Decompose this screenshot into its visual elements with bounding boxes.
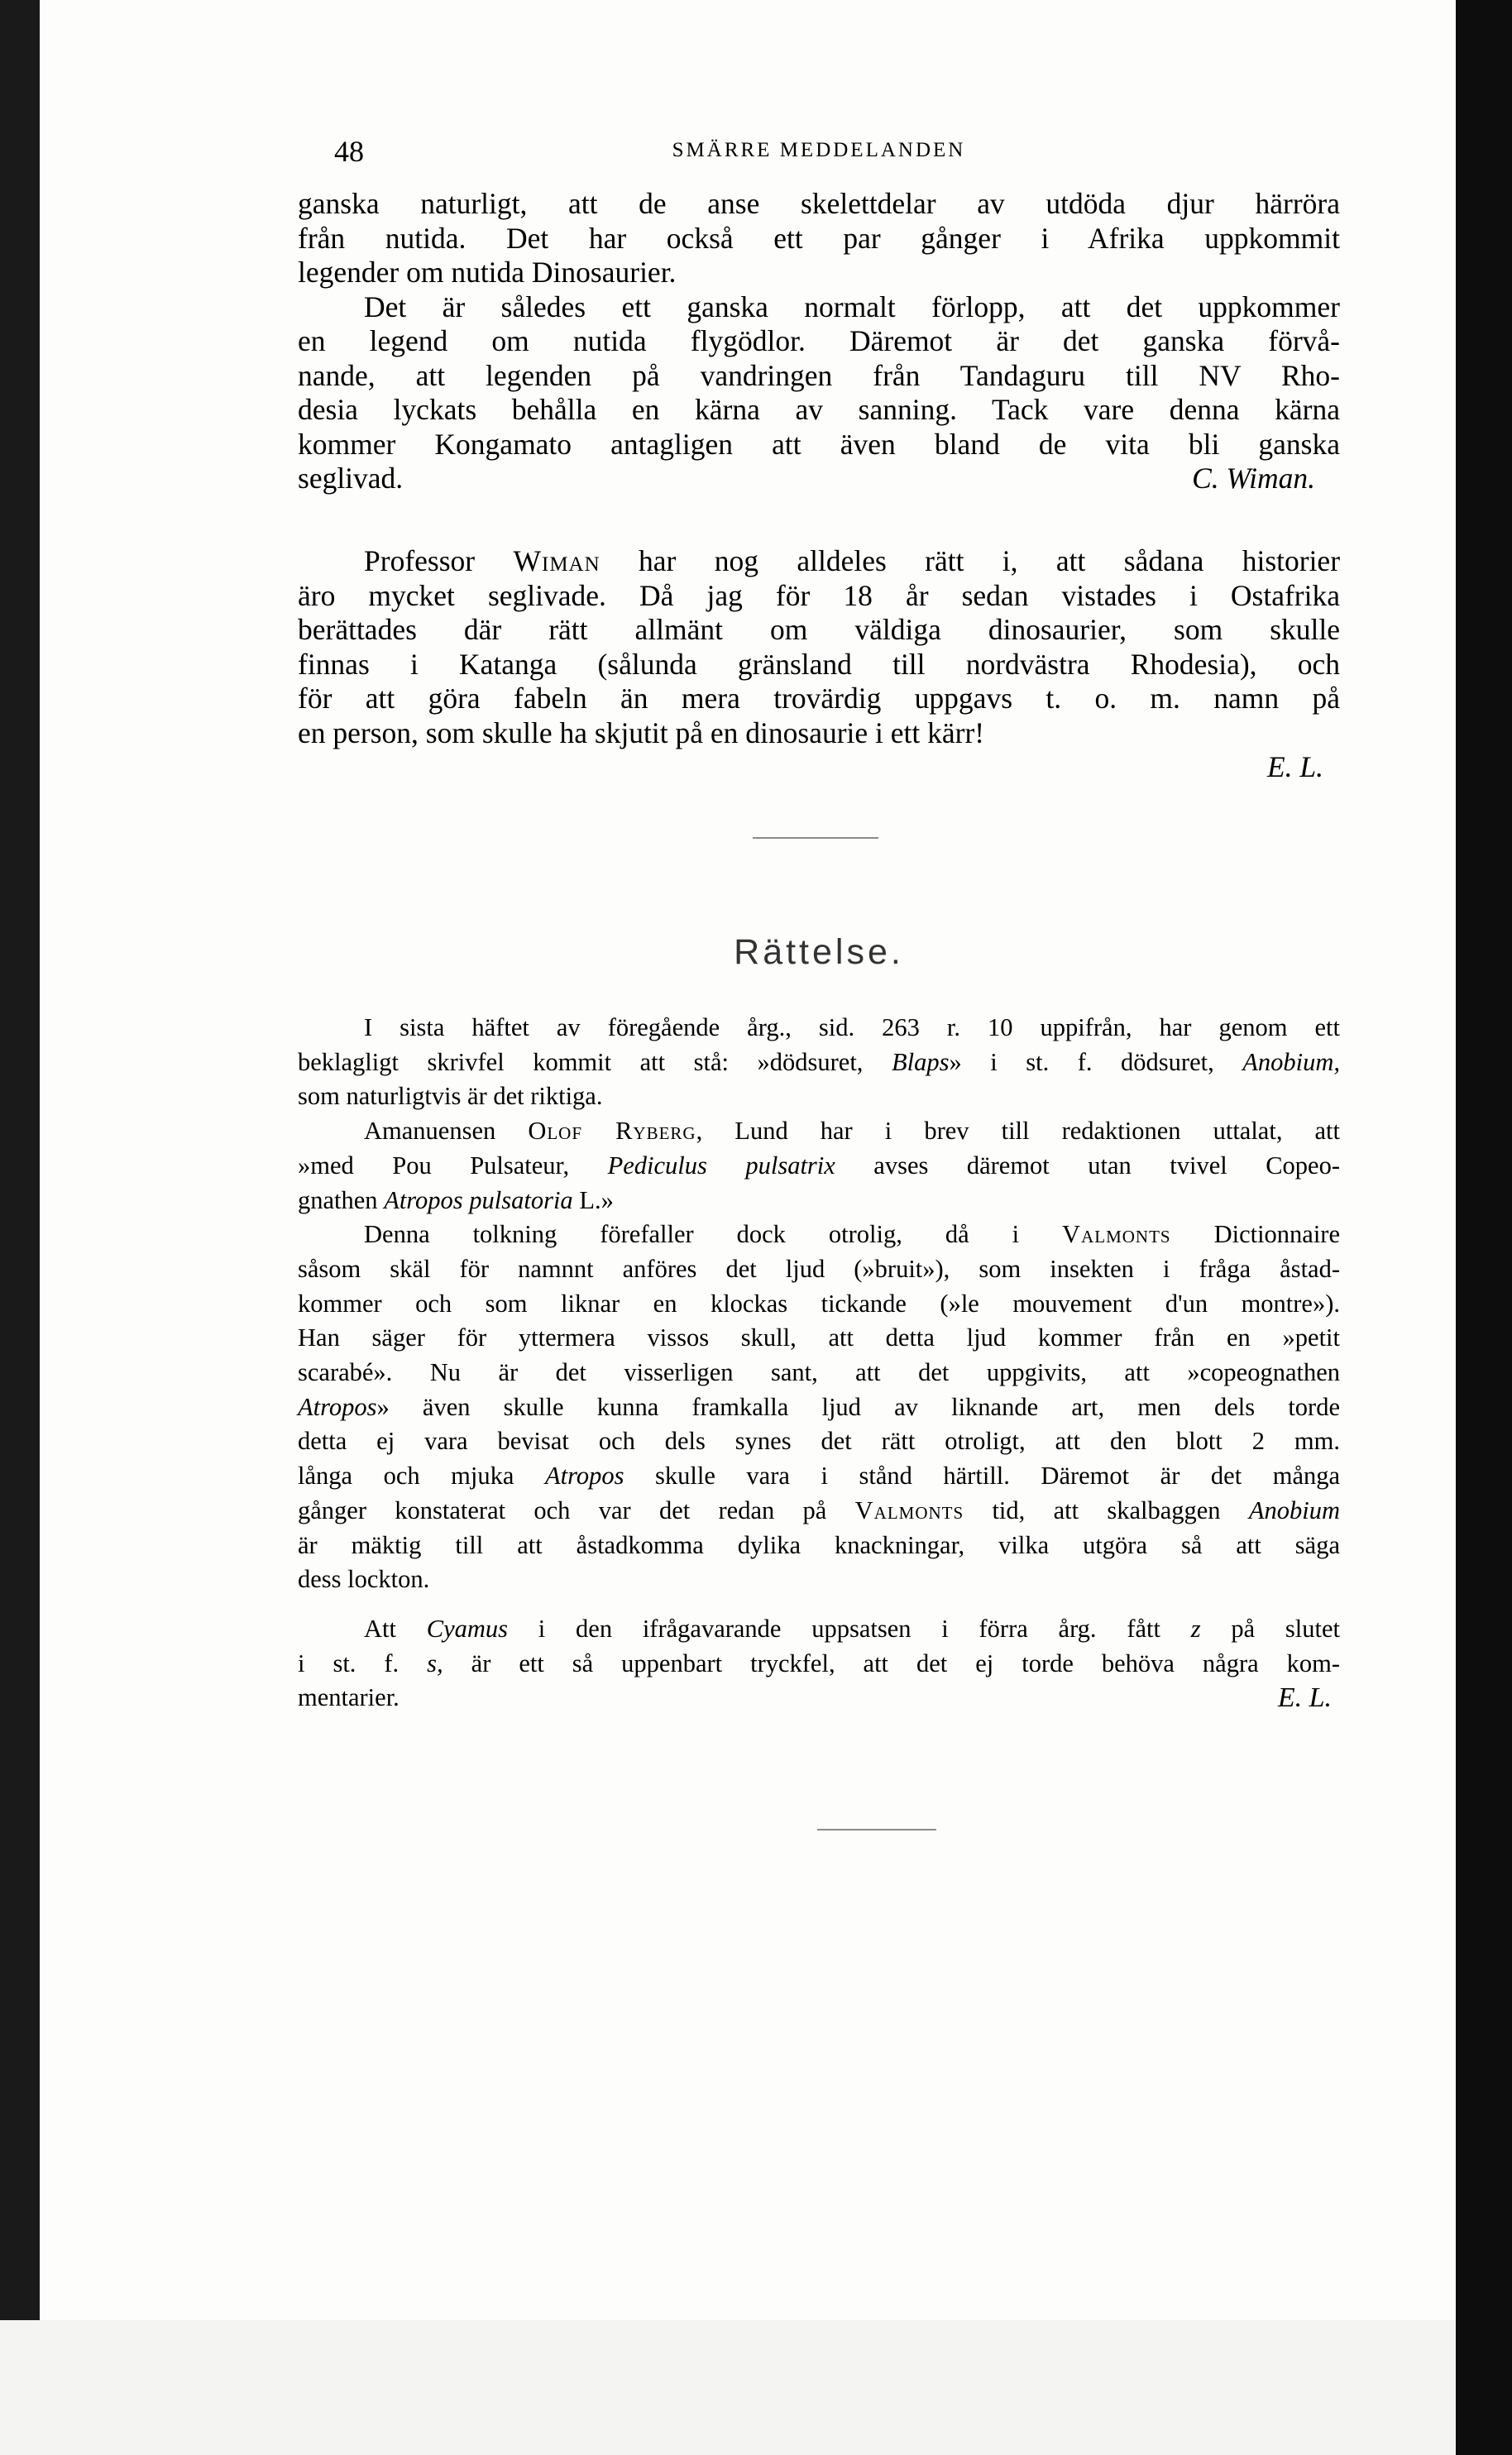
author-name: Wiman: [513, 544, 600, 577]
species-name: Cyamus: [426, 1614, 509, 1643]
letter: s,: [427, 1649, 443, 1677]
text-fragment: Professor: [364, 544, 476, 577]
text-fragment: » i st. f. dödsuret,: [949, 1047, 1214, 1076]
scanner-frame: [1456, 0, 1512, 2455]
text-fragment: L.»: [579, 1185, 614, 1214]
species-name: Anobium,: [1242, 1047, 1340, 1076]
running-title: SMÄRRE MEDDELANDEN: [672, 139, 966, 161]
text-line: [298, 1681, 1340, 1716]
text-line: kommer Kongamato antagligen att även bland de vita bli ganska: [298, 427, 1340, 461]
text-line: [298, 1612, 1340, 1647]
text-fragment: Att: [364, 1614, 396, 1643]
section-correction: [298, 1011, 1340, 1716]
signature: E. L.: [1277, 1682, 1332, 1714]
text-line: från nutida. Det har också ett par gånger i Afrika uppkommit: [298, 221, 1340, 255]
species-name: Atropos: [544, 1462, 624, 1491]
text-line: desia lyckats behålla en kärna av sanning. Tack vare denna kärna: [298, 393, 1340, 426]
text-line: [298, 1114, 1340, 1149]
text-fragment: » även skulle kunna framkalla ljud av liknande art, men dels torde: [376, 1392, 1340, 1421]
text-fragment: , Lund har i brev till redaktionen uttalat, att: [696, 1117, 1341, 1146]
text-fragment: långa och mjuka: [298, 1462, 514, 1491]
section-editor-note: [298, 544, 1340, 785]
section-title: Rättelse.: [734, 932, 904, 972]
text-line: legender om nutida Dinosaurier.: [298, 256, 677, 289]
text-line: är mäktig till att åstadkomma dylika knackningar, vilka utgöra så att säga: [298, 1530, 1340, 1559]
species-name: Anobium: [1248, 1495, 1340, 1524]
species-name: Atropos: [298, 1392, 377, 1421]
text-line: kommer och som liknar en klockas tickande (»le mouvement d'un montre»).: [298, 1289, 1340, 1318]
text-line: [298, 1390, 1340, 1425]
signature: C. Wiman.: [1192, 462, 1315, 495]
text-fragment: i st. f.: [298, 1649, 400, 1677]
text-fragment: gånger konstaterat och var det redan på: [298, 1495, 827, 1524]
text-line: en legend om nutida flygödlor. Däremot är det ganska förvå-: [298, 324, 1340, 357]
text-line: berättades där rätt allmänt om väldiga dinosaurier, som skulle: [298, 613, 1340, 646]
text-line: finnas i Katanga (sålunda gränsland till nordvästra Rhodesia), och: [298, 647, 1340, 681]
scan-margin: [0, 2320, 1456, 2455]
text-fragment: avses däremot utan tvivel Copeo-: [873, 1151, 1340, 1180]
text-line: [298, 1494, 1340, 1529]
text-line: [298, 1046, 1340, 1080]
text-line: detta ej vara bevisat och dels synes det rätt otroligt, att den blott 2 mm.: [298, 1427, 1340, 1456]
text-line: I sista häftet av föregående årg., sid. 263 r. 10 uppifrån, har genom ett: [364, 1013, 1340, 1041]
text-fragment: seglivad.: [298, 462, 404, 495]
text-fragment: har nog alldeles rätt i, att sådana historier: [639, 544, 1341, 577]
text-fragment: beklagligt skrivfel kommit att stå: »dödsuret,: [298, 1047, 864, 1076]
divider: [753, 837, 878, 839]
text-line: Det är således ett ganska normalt förlopp, att det uppkommer: [364, 290, 1340, 323]
author-name: Valmonts: [854, 1495, 964, 1524]
text-line: Han säger för yttermera vissos skull, att detta ljud kommer från en »petit: [298, 1323, 1340, 1352]
running-head: [298, 134, 1340, 167]
text-fragment: mentarier.: [298, 1683, 400, 1712]
text-line: [298, 1149, 1340, 1184]
text-line: för att göra fabeln än mera trovärdig uppgavs t. o. m. namn på: [298, 682, 1340, 715]
text-fragment: Amanuensen: [364, 1117, 496, 1146]
signature: E. L.: [1266, 750, 1323, 783]
text-fragment: gnathen: [298, 1185, 378, 1214]
author-name: Olof Ryberg: [528, 1117, 696, 1146]
text-fragment: Denna tolkning förefaller dock otrolig, då i: [364, 1220, 1020, 1249]
text-line: såsom skäl för namnnt anföres det ljud (»bruit»), som insekten i fråga åstad-: [298, 1254, 1340, 1283]
species-name: Pediculus pulsatrix: [607, 1151, 835, 1180]
text-line: [298, 462, 1340, 496]
text-fragment: på slutet: [1231, 1614, 1341, 1643]
text-line: ganska naturligt, att de anse skelettdelar av utdöda djur härröra: [298, 187, 1340, 220]
text-line: en person, som skulle ha skjutit på en dinosaurie i ett kärr!: [298, 715, 985, 749]
text-fragment: är ett så uppenbart tryckfel, att det ej torde behöva några kom-: [471, 1649, 1341, 1677]
text-fragment: i den ifrågavarande uppsatsen i förra årg. fått: [538, 1614, 1160, 1643]
text-line: [298, 1459, 1340, 1494]
text-line: äro mycket seglivade. Då jag för 18 år sedan vistades i Ostafrika: [298, 578, 1340, 612]
text-line: nande, att legenden på vandringen från Tandaguru till NV Rho-: [298, 358, 1340, 392]
text-fragment: »med Pou Pulsateur,: [298, 1151, 570, 1180]
page-number: 48: [334, 135, 364, 168]
letter: z: [1190, 1614, 1201, 1643]
text-line: som naturligtvis är det riktiga.: [298, 1082, 603, 1111]
text-line: scarabé». Nu är det visserligen sant, att det uppgivits, att »copeognathen: [298, 1358, 1340, 1387]
text-fragment: skulle vara i stånd härtill. Däremot är det många: [655, 1462, 1341, 1491]
text-line: [298, 1647, 1340, 1682]
text-line: [298, 544, 1340, 579]
text-fragment: Dictionnaire: [1213, 1220, 1341, 1249]
section-dinosaur-text: [298, 187, 1340, 496]
text-line: [298, 1184, 1340, 1218]
divider: [817, 1829, 936, 1830]
species-name: Blaps: [891, 1047, 950, 1076]
text-line: dess lockton.: [298, 1565, 430, 1594]
species-name: Atropos pulsatoria: [384, 1185, 573, 1214]
text-fragment: tid, att skalbaggen: [992, 1495, 1221, 1524]
text-line: [298, 1218, 1340, 1252]
author-name: Valmonts: [1062, 1220, 1171, 1249]
